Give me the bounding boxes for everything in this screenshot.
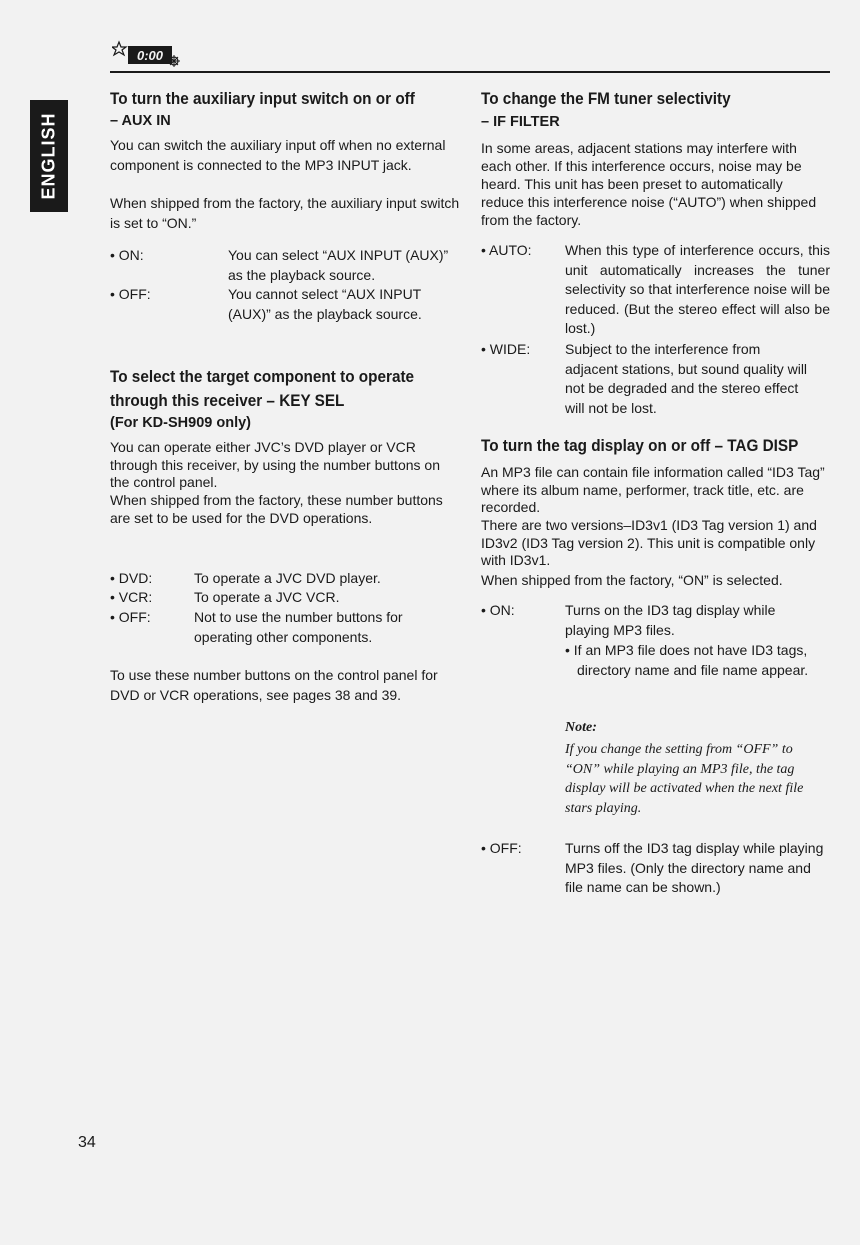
- clock-display-icon: [112, 40, 182, 68]
- tagdisp-title: To turn the tag display on or off – TAG DISP: [481, 436, 799, 455]
- aux-item-on-text: You can select “AUX INPUT (AUX)” as the playback source.: [228, 247, 449, 283]
- tagdisp-paragraph-1: An MP3 file can contain file information called “ID3 Tag” where its album name, performer, track title, etc. are recorded.: [481, 464, 825, 515]
- keysel-subtitle: (For KD-SH909 only): [110, 415, 251, 431]
- tagdisp-item-on-sub-text: • If an MP3 file does not have ID3 tags, directory name and file name appear.: [565, 642, 809, 678]
- aux-item-on-bullet: • ON:: [110, 247, 144, 263]
- tagdisp-item-off-bullet: • OFF:: [481, 840, 522, 856]
- language-tab: [30, 100, 68, 212]
- aux-item-off: [110, 285, 455, 324]
- aux-paragraph-2: When shipped from the factory, the auxiliary input switch is set to “ON.”: [110, 195, 460, 231]
- keysel-item-vcr: [110, 588, 455, 608]
- keysel-item-dvd: [110, 569, 455, 589]
- iffilter-paragraph-1: In some areas, adjacent stations may interfere with each other. If this interference occurs, noise may be heard. This unit has been preset to automatically reduce this interference noise (“AUTO”) when shipped from the factory.: [481, 140, 817, 228]
- keysel-item-off-bullet: • OFF:: [110, 609, 151, 625]
- language-tab-label: ENGLISH: [38, 112, 59, 200]
- keysel-item-vcr-text: To operate a JVC VCR.: [194, 589, 340, 605]
- keysel-paragraph-1: You can operate either JVC’s DVD player or VCR through this receiver, by using the number buttons on the control panel.: [110, 439, 440, 490]
- aux-paragraph-1: You can switch the auxiliary input off when no external component is connected to the MP3 INPUT jack.: [110, 137, 446, 173]
- keysel-item-off-text: Not to use the number buttons for operating other components.: [194, 609, 403, 645]
- note-text: If you change the setting from “OFF” to “ON” while playing an MP3 file, the tag display will be activated when the next file stars playing.: [565, 742, 804, 816]
- header-rule: [110, 71, 830, 73]
- keysel-item-off: [110, 608, 455, 647]
- tagdisp-paragraph-2: There are two versions–ID3v1 (ID3 Tag version 1) and ID3v2 (ID3 Tag version 2). This unit is compatible only with ID3v1.: [481, 517, 817, 568]
- iffilter-item-auto: [481, 241, 831, 339]
- tagdisp-item-off: [481, 839, 831, 898]
- tagdisp-item-on-sub: [565, 641, 830, 680]
- keysel-item-vcr-bullet: • VCR:: [110, 589, 153, 605]
- tagdisp-item-on-bullet: • ON:: [481, 602, 515, 618]
- tagdisp-item-on: [481, 601, 831, 640]
- keysel-paragraph-3: To use these number buttons on the control panel for DVD or VCR operations, see pages 38 and 39.: [110, 667, 438, 703]
- iffilter-item-auto-text: When this type of interference occurs, this unit automatically increases the tuner selectivity so that interference noise will be reduced. (But the stereo effect will also be lost.): [565, 242, 830, 336]
- aux-item-off-text: You cannot select “AUX INPUT (AUX)” as the playback source.: [228, 286, 422, 322]
- aux-title: To turn the auxiliary input switch on or off: [110, 89, 415, 108]
- clock-text: 0:00: [136, 48, 164, 63]
- tagdisp-item-on-text: Turns on the ID3 tag display while playing MP3 files.: [565, 602, 776, 638]
- tagdisp-item-off-text: Turns off the ID3 tag display while playing MP3 files. (Only the directory name and file name can be shown.): [565, 840, 824, 895]
- keysel-paragraph-2: When shipped from the factory, these number buttons are set to be used for the DVD operations.: [110, 492, 443, 526]
- iffilter-title: To change the FM tuner selectivity: [481, 89, 731, 108]
- iffilter-subtitle: – IF FILTER: [481, 114, 560, 130]
- note-label: Note:: [565, 720, 597, 735]
- aux-item-off-bullet: • OFF:: [110, 286, 151, 302]
- iffilter-item-wide: [481, 340, 831, 418]
- keysel-item-dvd-bullet: • DVD:: [110, 570, 153, 586]
- iffilter-item-auto-bullet: • AUTO:: [481, 242, 532, 258]
- keysel-title-line-1: To select the target component to operate: [110, 367, 415, 386]
- keysel-title-line-2: through this receiver – KEY SEL: [110, 391, 345, 410]
- page-number: 34: [78, 1134, 96, 1151]
- iffilter-item-wide-bullet: • WIDE:: [481, 341, 531, 357]
- iffilter-item-wide-text: Subject to the interference from adjacent stations, but sound quality will not be degraded and the stereo effect will not be lost.: [565, 341, 808, 416]
- aux-item-on: [110, 246, 455, 285]
- tagdisp-paragraph-3: When shipped from the factory, “ON” is selected.: [481, 572, 783, 588]
- keysel-item-dvd-text: To operate a JVC DVD player.: [194, 570, 381, 586]
- aux-subtitle: – AUX IN: [110, 113, 171, 129]
